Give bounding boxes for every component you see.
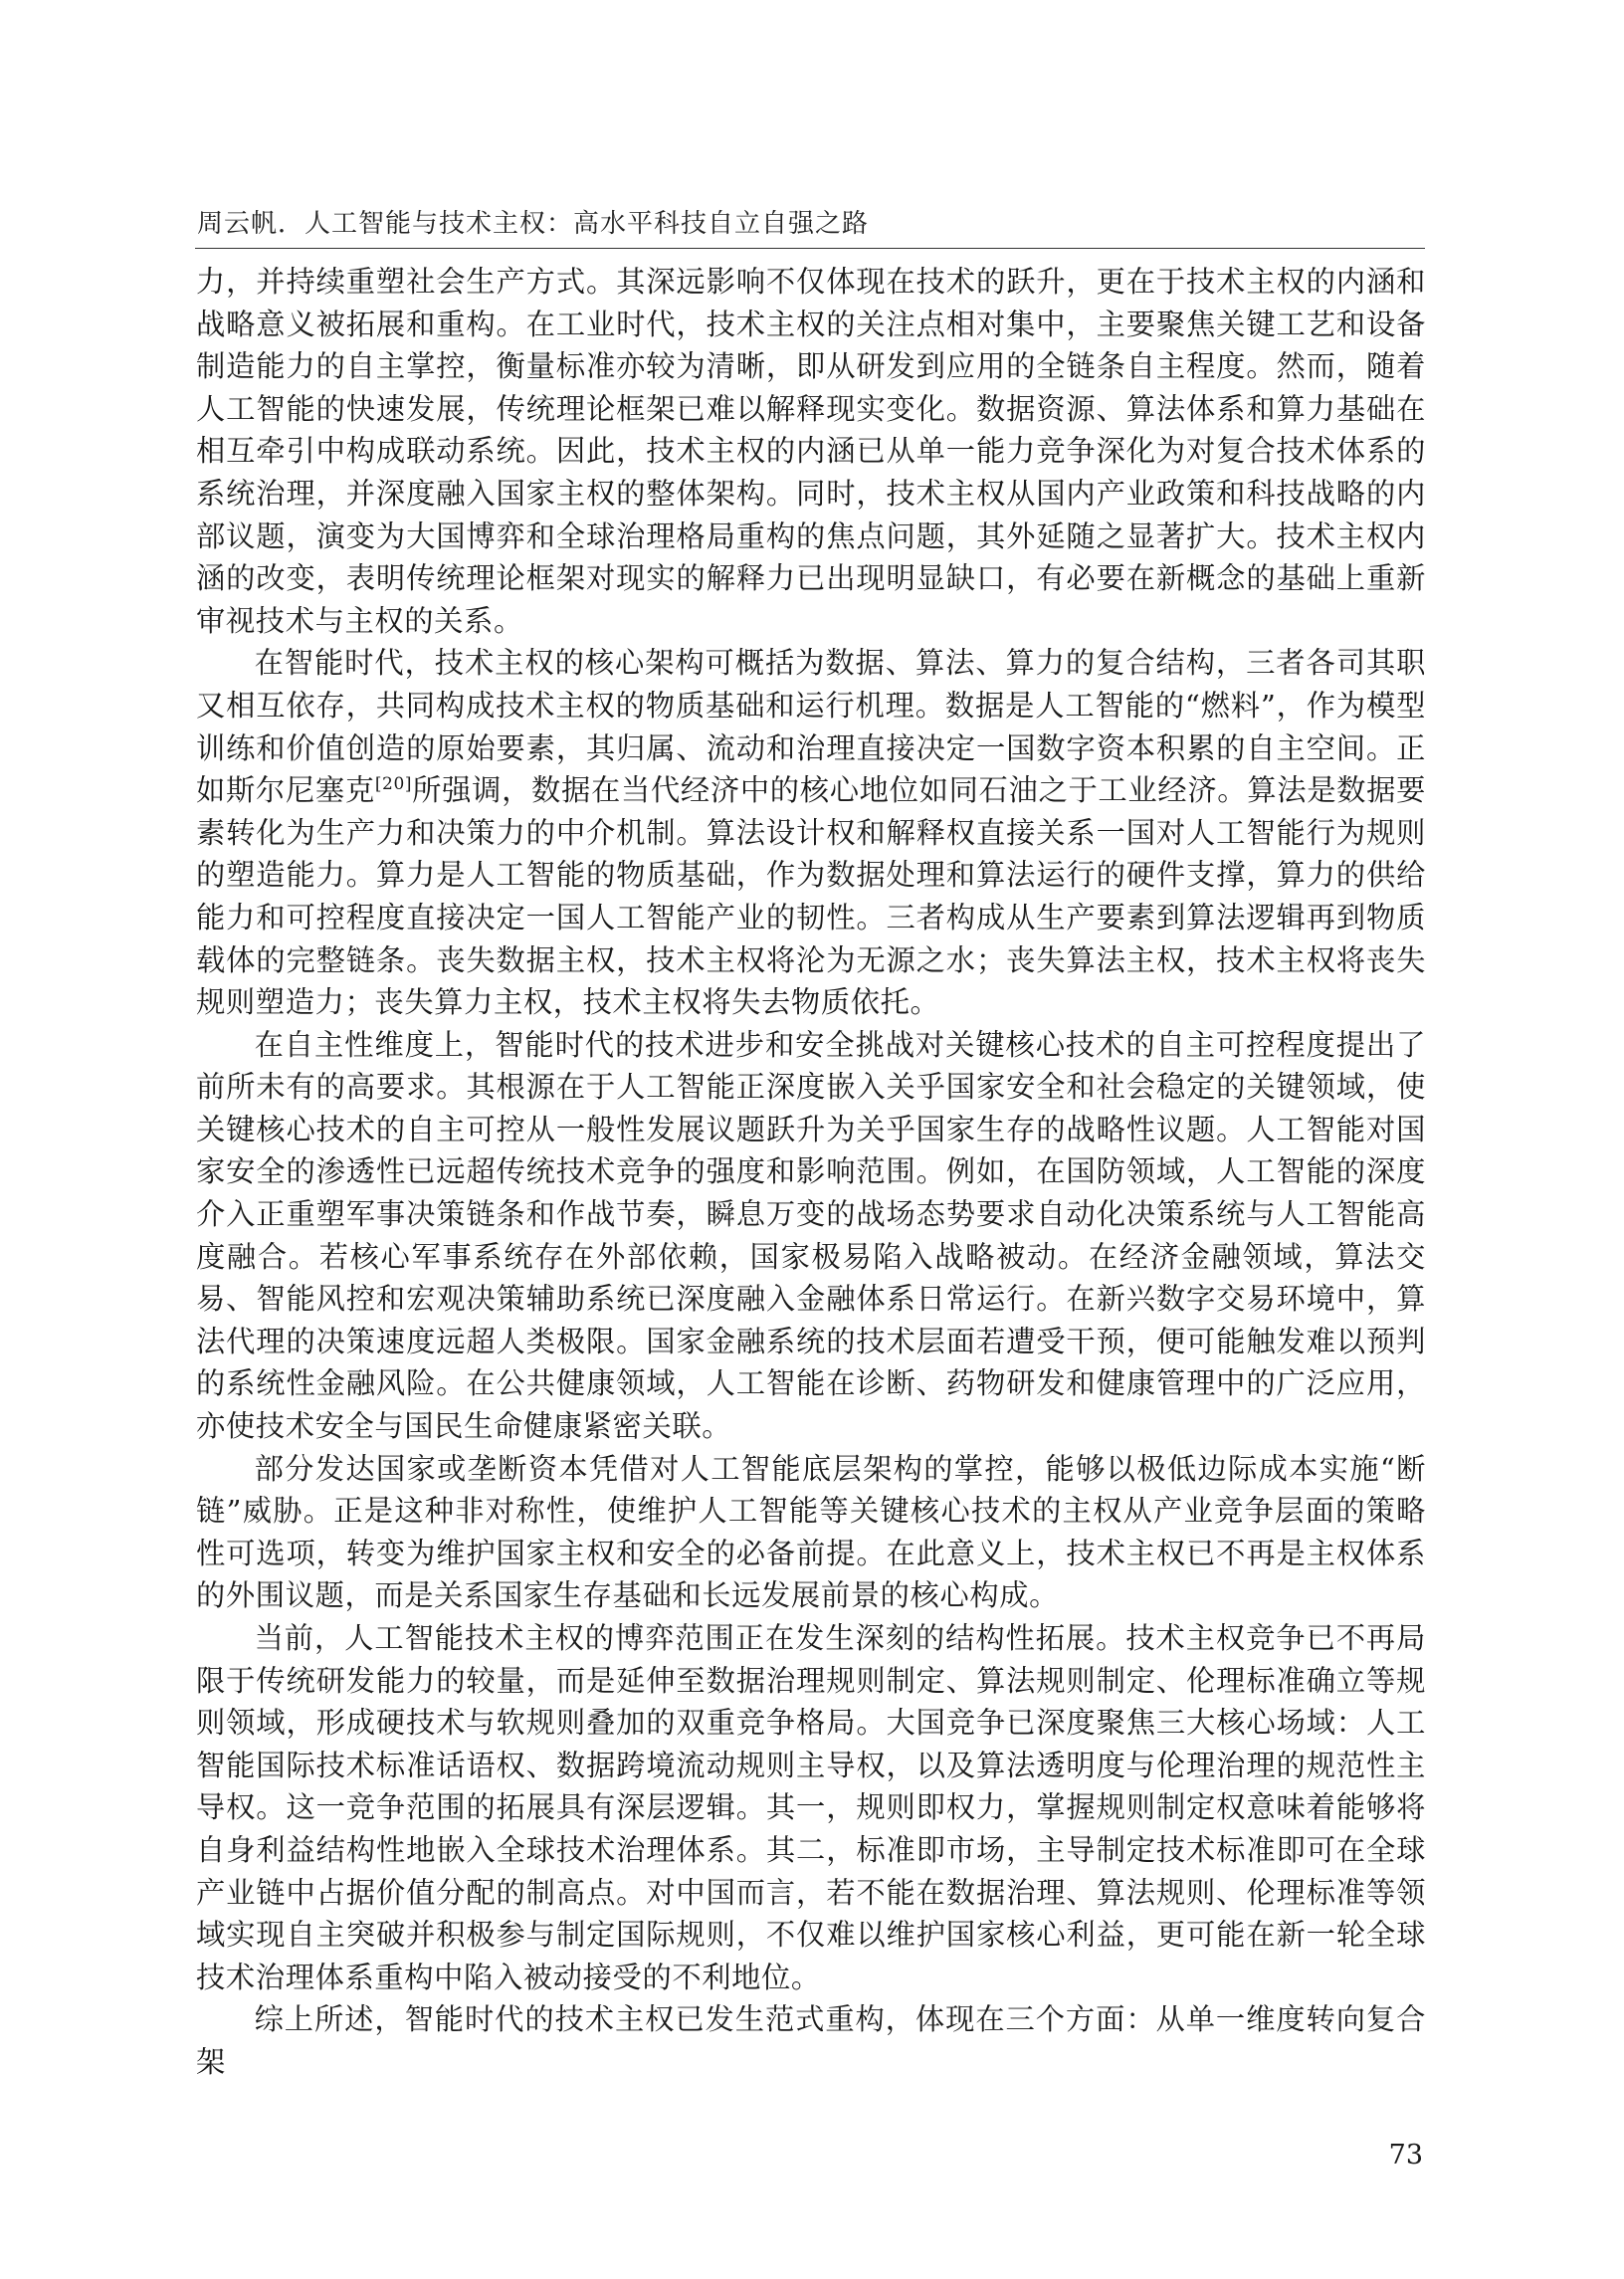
paragraph-summary: 综上所述，智能时代的技术主权已发生范式重构，体现在三个方面：从单一维度转向复合架 bbox=[196, 2002, 1426, 2079]
paragraph-tech-sovereignty-architecture bbox=[196, 642, 1426, 1023]
paragraph-autonomy-dimension: 在自主性维度上，智能时代的技术进步和安全挑战对关键核心技术的自主可控程度提出了前所未有的高要求。其根源在于人工智能正深度嵌入关乎国家安全和社会稳定的关键领域，使关键核心技术的自主可控从一般性发展议题跃升为关乎国家生存的战略性议题。人工智能对国家安全的渗透性已远超传统技术竞争的强度和影响范围。例如，在国防领域，人工智能的深度介入正重塑军事决策链条和作战节奏，瞬息万变的战场态势要求自动化决策系统与人工智能高度融合。若核心军事系统存在外部依赖，国家极易陷入战略被动。在经济金融领域，算法交易、智能风控和宏观决策辅助系统已深度融入金融体系日常运行。在新兴数字交易环境中，算法代理的决策速度远超人类极限。国家金融系统的技术层面若遭受干预，便可能触发难以预判的系统性金融风险。在公共健康领域，人工智能在诊断、药物研发和健康管理中的广泛应用，亦使技术安全与国民生命健康紧密关联。 bbox=[196, 1027, 1426, 1444]
paragraph-continued: 力，并持续重塑社会生产方式。其深远影响不仅体现在技术的跃升，更在于技术主权的内涵和战略意义被拓展和重构。在工业时代，技术主权的关注点相对集中，主要聚焦关键工艺和设备制造能力的自主掌控，衡量标准亦较为清晰，即从研发到应用的全链条自主程度。然而，随着人工智能的快速发展，传统理论框架已难以解释现实变化。数据资源、算法体系和算力基础在相互牵引中构成联动系统。因此，技术主权的内涵已从单一能力竞争深化为对复合技术体系的系统治理，并深度融入国家主权的整体架构。同时，技术主权从国内产业政策和科技战略的内部议题，演变为大国博弈和全球治理格局重构的焦点问题，其外延随之显著扩大。技术主权内涵的改变，表明传统理论框架对现实的解释力已出现明显缺口，有必要在新概念的基础上重新审视技术与主权的关系。 bbox=[196, 265, 1426, 638]
paragraph-text: 所强调，数据在当代经济中的核心地位如同石油之于工业经济。算法是数据要素转化为生产力和决策力的中介机制。算法设计权和解释权直接关系一国对人工智能行为规则的塑造能力。算力是人工智能的物质基础，作为数据处理和算法运行的硬件支撑，算力的供给能力和可控程度直接决定一国人工智能产业的韧性。三者构成从生产要素到算法逻辑再到物质载体的完整链条。丧失数据主权，技术主权将沦为无源之水；丧失算法主权，技术主权将丧失规则塑造力；丧失算力主权，技术主权将失去物质依托。 bbox=[196, 773, 1426, 1020]
paragraph-chain-break-threat: 部分发达国家或垄断资本凭借对人工智能底层架构的掌控，能够以极低边际成本实施“断链”威胁。正是这种非对称性，使维护人工智能等关键核心技术的主权从产业竞争层面的策略性可选项，转变为维护国家主权和安全的必备前提。在此意义上，技术主权已不再是主权体系的外围议题，而是关系国家生存基础和长远发展前景的核心构成。 bbox=[196, 1451, 1426, 1613]
paragraph-rule-competition: 当前，人工智能技术主权的博弈范围正在发生深刻的结构性拓展。技术主权竞争已不再局限于传统研发能力的较量，而是延伸至数据治理规则制定、算法规则制定、伦理标准确立等规则领域，形成硬技术与软规则叠加的双重竞争格局。大国竞争已深度聚焦三大核心场域：人工智能国际技术标准话语权、数据跨境流动规则主导权，以及算法透明度与伦理治理的规范性主导权。这一竞争范围的拓展具有深层逻辑。其一，规则即权力，掌握规则制定权意味着能够将自身利益结构性地嵌入全球技术治理体系。其二，标准即市场，主导制定技术标准即可在全球产业链中占据价值分配的制高点。对中国而言，若不能在数据治理、算法规则、伦理标准等领域实现自主突破并积极参与制定国际规则，不仅难以维护国家核心利益，更可能在新一轮全球技术治理体系重构中陷入被动接受的不利地位。 bbox=[196, 1621, 1426, 1994]
header-divider bbox=[195, 248, 1425, 249]
citation-reference[interactable]: [20] bbox=[374, 774, 413, 795]
running-header-title: 周云帆．人工智能与技术主权：高水平科技自立自强之路 bbox=[197, 209, 870, 239]
article-body bbox=[196, 261, 1426, 2084]
page-number: 73 bbox=[1388, 2140, 1423, 2171]
paragraph-text: 在智能时代，技术主权的核心架构可概括为数据、算法、算力的复合结构，三者各司其职又相互依存，共同构成技术主权的物质基础和运行机理。数据是人工智能的“燃料”，作为模型训练和价值创造的原始要素，其归属、流动和治理直接决定一国数字资本积累的自主空间。正如斯尔尼塞克 bbox=[196, 646, 1426, 808]
